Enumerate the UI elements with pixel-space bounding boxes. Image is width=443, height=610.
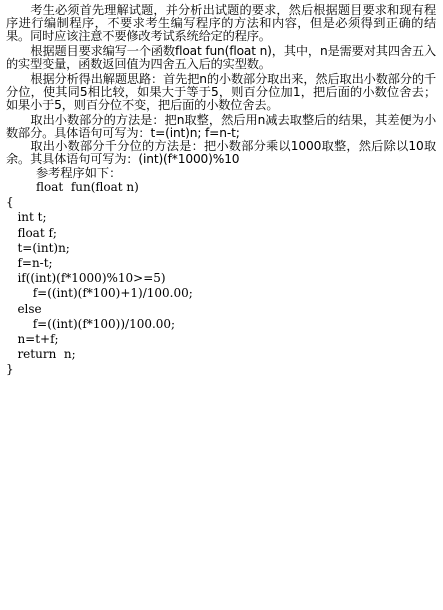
paragraph-requirement: 根据题目要求编写一个函数float fun(float n)，其中，n是需要对其四舍五入的实型变量，函数返回值为四舍五入后的实型数。 — [6, 44, 436, 71]
code-line: n=t+f; — [6, 332, 59, 347]
code-line: t=(int)n; — [6, 240, 70, 255]
code-line: f=((int)(f*100))/100.00; — [6, 316, 176, 331]
code-line: return n; — [6, 347, 76, 362]
code-line: { — [6, 195, 14, 210]
document-body — [6, 4, 436, 378]
reference-program-label: 参考程序如下： — [36, 166, 122, 180]
code-signature: float fun(float n) — [36, 180, 139, 194]
paragraph-thousandth-method: 取出小数部分千分位的方法是：把小数部分乘以1000取整，然后除以10取余。其具体语句可写为：(int)(f*1000)%10 — [6, 139, 436, 166]
code-block — [6, 195, 436, 377]
paragraph-instructions: 考生必须首先理解试题，并分析出试题的要求，然后根据题目要求和现有程序进行编制程序，不要求考生编写程序的方法和内容，但是必须得到正确的结果。同时应该注意不要修改考试系统给定的程序。 — [6, 3, 436, 43]
code-line: else — [6, 301, 42, 316]
code-line: f=n-t; — [6, 256, 53, 271]
code-line: if((int)(f*1000)%10>=5) — [6, 271, 166, 286]
code-line: f=((int)(f*100)+1)/100.00; — [6, 286, 193, 301]
code-line: int t; — [6, 210, 47, 225]
code-line: } — [6, 362, 14, 377]
paragraph-decimal-method: 取出小数部分的方法是：把n取整，然后用n减去取整后的结果，其差便为小数部分。具体语句可写为：t=(int)n; f=n-t; — [6, 113, 436, 140]
paragraph-approach: 根据分析得出解题思路：首先把n的小数部分取出来，然后取出小数部分的千分位，使其同5相比较，如果大于等于5，则百分位加1，把后面的小数位舍去；如果小于5，则百分位不变，把后面的小数位舍去。 — [6, 72, 436, 112]
code-line: float f; — [6, 225, 57, 240]
